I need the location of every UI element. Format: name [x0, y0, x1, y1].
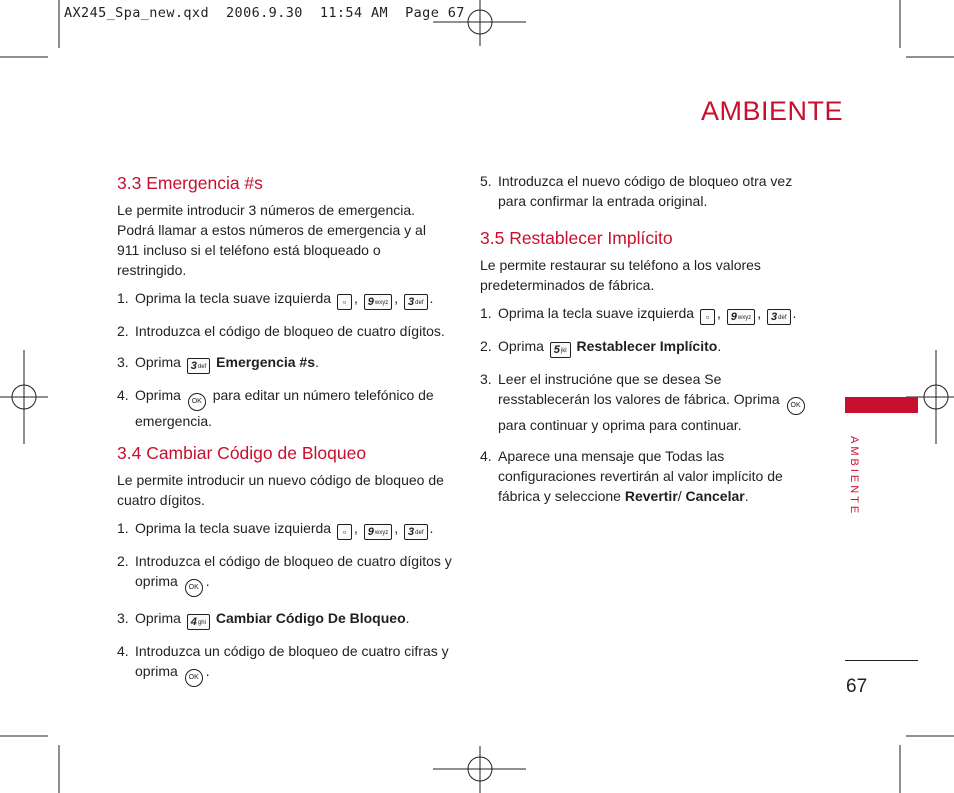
key-digit: 5 [553, 344, 560, 356]
key-4-icon [187, 614, 210, 630]
step-number: 1. [117, 520, 129, 536]
soft-key-icon: ▫ [700, 309, 715, 325]
step-text [498, 369, 810, 435]
step-number: 2. [480, 338, 492, 354]
punct: , [717, 305, 721, 321]
key-letters: def [415, 300, 424, 306]
key-9-icon [364, 524, 392, 540]
step-item [117, 352, 452, 374]
step-text [498, 336, 810, 358]
option-separator: / [677, 488, 682, 504]
key-digit: 3 [190, 360, 197, 372]
left-column [117, 172, 452, 698]
option-revertir: Revertir [624, 488, 678, 504]
step-item [117, 385, 452, 431]
key-letters: def [415, 530, 424, 536]
key-digit: 9 [367, 296, 374, 308]
step-text [135, 288, 452, 310]
key-9-icon [364, 294, 392, 310]
soft-key-icon: ▫ [337, 294, 352, 310]
punct: , [394, 290, 399, 306]
step-label: Oprima [135, 354, 181, 370]
step-text: Introduzca el código de bloqueo de cuatro dígitos. [135, 323, 445, 339]
key-5-icon [550, 342, 571, 358]
heading-emergencia: 3.3 Emergencia #s [117, 173, 263, 193]
step-text [135, 518, 452, 540]
key-letters: jkl [560, 348, 567, 354]
punct: . [744, 488, 749, 504]
key-digit: 3 [408, 296, 415, 308]
punct: . [717, 338, 722, 354]
step-text [135, 385, 452, 431]
step-text [135, 352, 452, 374]
step-text [498, 303, 810, 325]
step-label: para continuar y oprima para continuar. [498, 417, 742, 433]
key-letters: wxyz [374, 300, 389, 306]
step-label: Oprima [498, 338, 544, 354]
right-column [480, 171, 810, 517]
menu-option-emergencia: Emergencia #s [216, 354, 315, 370]
option-cancelar: Cancelar [685, 488, 745, 504]
step-label: Oprima la tecla suave izquierda [135, 520, 332, 536]
step-number: 5. [480, 173, 492, 189]
punct: . [429, 290, 434, 306]
punct: . [429, 520, 434, 536]
key-digit: 3 [771, 311, 778, 323]
step-label: Introduzca el código de bloqueo de cuatro dígitos y oprima [135, 553, 452, 589]
side-tab-bar [845, 397, 918, 413]
step-item [480, 369, 810, 435]
side-tab-label: AMBIENTE [848, 436, 860, 517]
key-3-icon [187, 358, 210, 374]
ok-key-icon: OK [185, 579, 203, 597]
step-text: Introduzca el nuevo código de bloqueo otra vez para confirmar la entrada original. [498, 173, 793, 209]
step-label: Oprima la tecla suave izquierda [498, 305, 695, 321]
punct: , [354, 290, 358, 306]
punct: . [792, 305, 797, 321]
step-label: Introduzca un código de bloqueo de cuatro cifras y oprima [135, 643, 449, 679]
intro-restablecer: Le permite restaurar su teléfono a los valores predeterminados de fábrica. [480, 257, 761, 293]
step-item [480, 171, 810, 211]
step-label: Oprima [135, 387, 181, 403]
key-letters: wxyz [737, 315, 752, 321]
step-text [135, 641, 452, 687]
step-label: Oprima la tecla suave izquierda [135, 290, 332, 306]
step-number: 3. [480, 371, 492, 387]
soft-key-icon: ▫ [337, 524, 352, 540]
step-item [117, 608, 452, 630]
key-letters: ghi [197, 620, 206, 626]
key-3-icon [767, 309, 790, 325]
step-number: 2. [117, 323, 129, 339]
key-letters: def [197, 364, 207, 370]
punct: , [394, 520, 399, 536]
ok-key-icon: OK [185, 669, 203, 687]
step-number: 4. [480, 448, 492, 464]
ok-key-icon: OK [787, 397, 805, 415]
step-item [480, 303, 810, 325]
step-item [117, 321, 452, 341]
ok-key-icon: OK [188, 393, 206, 411]
heading-restablecer: 3.5 Restablecer Implícito [480, 228, 673, 248]
step-text [498, 446, 810, 506]
section-title: AMBIENTE [700, 96, 843, 126]
step-number: 1. [117, 290, 129, 306]
key-9-icon [727, 309, 755, 325]
punct: , [354, 520, 358, 536]
menu-option-restablecer: Restablecer Implícito [576, 338, 718, 354]
step-number: 4. [117, 387, 129, 403]
step-number: 2. [117, 553, 129, 569]
page-number: 67 [846, 676, 868, 697]
step-number: 4. [117, 643, 129, 659]
step-item [480, 446, 810, 506]
menu-option-cambiar-codigo: Cambiar Código De Bloqueo [215, 610, 406, 626]
intro-cambiar-codigo: Le permite introducir un nuevo código de bloqueo de cuatro dígitos. [117, 472, 444, 508]
step-number: 3. [117, 610, 129, 626]
key-letters: def [778, 315, 787, 321]
punct: , [757, 305, 762, 321]
punct: . [205, 663, 210, 679]
step-item [117, 641, 452, 687]
key-digit: 9 [367, 526, 374, 538]
step-item [117, 288, 452, 310]
page-number-rule [845, 660, 918, 661]
step-item [480, 336, 810, 358]
step-item [117, 518, 452, 540]
step-label: Oprima [135, 610, 181, 626]
key-digit: 3 [408, 526, 415, 538]
punct: . [405, 610, 410, 626]
step-label: Leer el instrucióne que se desea Se resstablecerán los valores de fábrica. Oprima [498, 371, 780, 407]
step-label: Aparece una mensaje que Todas las configuraciones revertirán al valor implícito de fábrica y seleccione [498, 448, 783, 504]
intro-emergencia: Le permite introducir 3 números de emergencia. Podrá llamar a estos números de emergencia y al 911 incluso si el teléfono está bloqueado o restringido. [117, 202, 426, 278]
key-3-icon [404, 524, 427, 540]
step-item [117, 551, 452, 597]
key-letters: wxyz [374, 530, 389, 536]
key-digit: 4 [190, 616, 197, 628]
step-text [135, 551, 452, 597]
key-3-icon [404, 294, 427, 310]
file-header-stamp: AX245_Spa_new.qxd 2006.9.30 11:54 AM Page 67 [64, 5, 465, 21]
step-number: 1. [480, 305, 492, 321]
heading-cambiar-codigo: 3.4 Cambiar Código de Bloqueo [117, 443, 367, 463]
key-digit: 9 [730, 311, 737, 323]
punct: . [315, 354, 319, 370]
step-label: para editar un número telefónico de emergencia. [135, 387, 434, 429]
punct: . [205, 573, 210, 589]
step-text [135, 608, 452, 630]
step-number: 3. [117, 354, 129, 370]
